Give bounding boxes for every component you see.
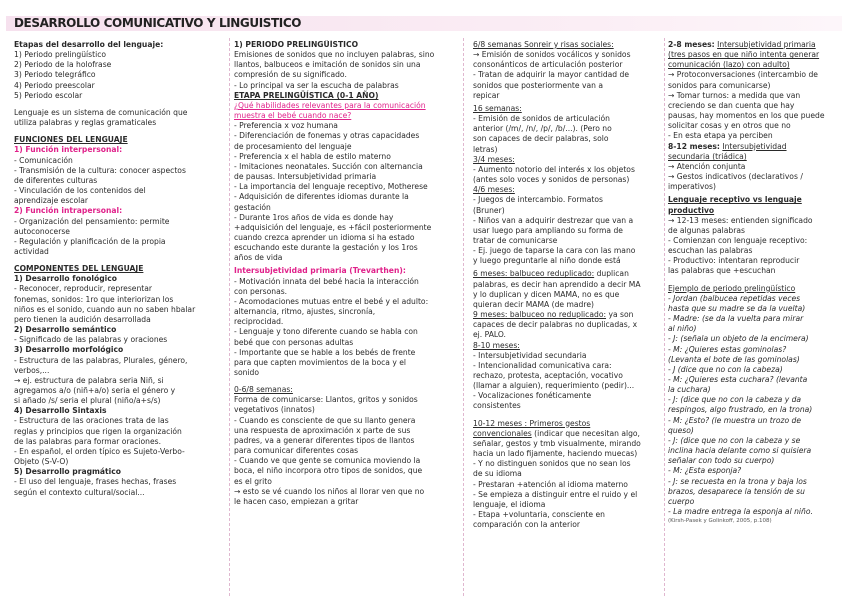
m810-list-line: - Intersubjetividad secundaria	[473, 350, 587, 360]
m810-list-line: rechazo, protesta, aceptación, vocativo	[473, 371, 623, 380]
s68-list-line: consonánticos de articulación posterior	[473, 60, 623, 70]
m34-list-line: - Aumento notorio del interés x los objetos	[473, 164, 635, 174]
ejemplo-list-line: - J: se recuesta en la trona y baja los	[668, 476, 807, 486]
ejemplo-list-line: - M: ¿Quieres estas gominolas?	[668, 344, 787, 354]
funcion-interpersonal-list-line: - Vinculación de los contenidos del	[14, 186, 146, 196]
ejemplo-list-line: queso)	[668, 425, 694, 435]
s68-list-line: sonidos que posteriormente van a	[473, 80, 603, 90]
s68-list-line: repicar	[473, 90, 500, 100]
habilidades-list-line: cuando crezca aprender un idioma si ha estado	[234, 232, 415, 242]
m46-heading: 4/6 meses:	[473, 185, 515, 195]
m28-list-line: - En esta etapa ya perciben	[668, 131, 773, 141]
semantico-title: 2) Desarrollo semántico	[14, 325, 117, 335]
intersubjetividad-list-line: para que capten movimientos de la boca y el	[234, 357, 407, 367]
habilidades-list-line: - Preferencia x voz humana	[234, 121, 338, 131]
etapas-list-line: 2) Periodo de la holofrase	[14, 60, 112, 70]
column-divider	[463, 38, 464, 596]
s16-list-line: anterior (/m/, /n/, /p/, /b/...). (Pero no	[473, 124, 612, 134]
m812-list-line: → Atención conjunta	[668, 161, 746, 171]
etapas-list-line: 5) Periodo escolar	[14, 90, 83, 100]
semantico-list-line: - Significado de las palabras y oraciones	[14, 335, 168, 345]
fonologico-list-line: - Reconocer, reproducir, representar	[14, 284, 153, 294]
m46-list-line: tratar de comunicarse	[473, 235, 558, 245]
lenguaje-receptivo-list	[668, 216, 842, 277]
m9-list-line: ej. PALO.	[473, 330, 506, 340]
habilidades-list-line: +adquisición del lenguaje, es +fácil posteriormente	[234, 222, 432, 232]
lenguaje-receptivo-list-line: → 12-13 meses: entienden significado	[668, 215, 813, 225]
column-divider	[664, 38, 665, 596]
etapas-list-line: 1) Periodo prelingüístico	[14, 50, 107, 60]
s16-list-line: - Emisión de sonidos de articulación	[473, 114, 610, 124]
m28-heading-rest: Intersubjetividad primaria	[717, 40, 816, 49]
funcion-interpersonal-list-line: - Comunicación	[14, 155, 73, 165]
m28-sub-line: comunicación (lazo) con adulto)	[668, 60, 790, 70]
intro-text	[14, 108, 228, 128]
ejemplo-list-line: hasta que su madre se da la vuelta)	[668, 303, 806, 313]
s16-list-line: letras)	[473, 144, 498, 154]
intersubjetividad-list-line: bebé que con personas adultas	[234, 337, 354, 347]
m9-list-line: capaces de decir palabras no duplicadas, x	[473, 320, 638, 330]
m9-first: ya son	[608, 310, 634, 320]
semanas-heading: 0-6/8 semanas:	[234, 385, 293, 395]
intro-text-line: utiliza palabras y reglas gramaticales	[14, 118, 157, 128]
lenguaje-receptivo-list-line: de algunas palabras	[668, 225, 745, 235]
s68-heading: 6/8 semanas Sonreir y risas sociales:	[473, 40, 614, 49]
m46-list	[473, 195, 663, 266]
m810-list-line: - Vocalizaciones fonéticamente	[473, 391, 592, 401]
etapas-list-line: 4) Periodo preescolar	[14, 80, 95, 90]
lenguaje-receptivo-list-line: las palabras que +escuchan	[668, 266, 776, 276]
column-divider	[229, 38, 230, 596]
ejemplo-list-line: respingos, algo frustrado, en la trona)	[668, 405, 813, 415]
m28-list-line: sonidos para comunicarse)	[668, 80, 771, 90]
intro-text-line: Lenguaje es un sistema de comunicación que	[14, 107, 188, 117]
sintaxis-list-line: de las palabras para formar oraciones.	[14, 436, 162, 446]
etapas-list-line: 3) Periodo telegráfico	[14, 70, 96, 80]
semanas-list-line: - Cuando es consciente de que su llanto genera	[234, 415, 416, 425]
m46-list-line: (Bruner)	[473, 205, 505, 215]
ejemplo-list-line: inclina hacia delante como si quisiera	[668, 446, 812, 456]
morfologico-list-line: verbos,...	[14, 365, 50, 375]
m46-list-line: - Juegos de intercambio. Formatos	[473, 195, 604, 205]
m6-list-line: y lo duplican y dicen MAMA, no es que	[473, 289, 620, 299]
m28-sub	[668, 50, 842, 70]
intersubjetividad-list-line: sonido	[234, 368, 259, 377]
ejemplo-list-line: - M: ¿Esta esponja?	[668, 466, 742, 476]
habilidades-list-line: de pausas. Intersubjetividad primaria	[234, 172, 377, 182]
lenguaje-receptivo-heading	[668, 195, 842, 215]
m812-heading-rest: Intersubjetividad	[722, 141, 787, 151]
ejemplo-list-line: brazos, desaparece la tensión de su	[668, 486, 805, 496]
lenguaje-receptivo-list-line: - Comienzan con lenguaje receptivo:	[668, 235, 808, 245]
s68-list	[473, 50, 663, 101]
ejemplo-list-line: - Jordan (balbucea repetidas veces	[668, 293, 801, 303]
s16-list-line: son capaces de decir palabras, solo	[473, 134, 609, 144]
m6-list-line: palabras, es decir han aprendido a decir MA	[473, 279, 641, 289]
m1012-first: (indicar que necesitan algo,	[534, 428, 640, 438]
funcion-intrapersonal-list	[14, 217, 228, 258]
fonologico-title: 1) Desarrollo fonológico	[14, 274, 117, 284]
habilidades-question-line: ¿Qué habilidades relevantes para la comunicación	[234, 100, 426, 110]
m46-list-line: usar luego para ampliando su forma de	[473, 225, 623, 235]
m812-list-line: imperativos)	[668, 182, 716, 192]
lenguaje-receptivo-heading-line: productivo	[668, 205, 715, 215]
habilidades-question-line: muestra el bebé cuando nace?	[234, 111, 352, 121]
s16-list	[473, 114, 663, 155]
ejemplo-list-line: - J (dice que no con la cabeza)	[668, 364, 783, 374]
pragmatico-list-line: según el contexto cultural/social...	[14, 487, 145, 497]
fonologico-list-line: fonemas, sonidos: 1ro que interiorizan los	[14, 294, 174, 304]
m1012-list-line: comparación con la anterior	[473, 520, 580, 530]
m28-sub-line: (tres pasos en que niño intenta generar	[668, 50, 820, 60]
etapas-list	[14, 50, 228, 101]
habilidades-list-line: - La importancia del lenguaje receptivo, Motherese	[234, 182, 428, 192]
column-4	[668, 40, 842, 596]
m1012-list-line: - Se empieza a distinguir entre el ruido y el	[473, 489, 638, 499]
sintaxis-list-line: - Estructura de las oraciones trata de las	[14, 416, 169, 426]
funcion-intrapersonal-list-line: autoconocerse	[14, 226, 70, 236]
column-3	[473, 40, 663, 596]
pragmatico-title: 5) Desarrollo pragmático	[14, 467, 121, 477]
m34-heading: 3/4 meses:	[473, 154, 515, 164]
pragmatico-list	[14, 477, 228, 497]
lenguaje-receptivo-heading-line: Lenguaje receptivo vs lenguaje	[668, 195, 802, 205]
morfologico-title: 3) Desarrollo morfológico	[14, 345, 124, 355]
sintaxis-list	[14, 416, 228, 467]
intersubjetividad-list-line: con personas.	[234, 286, 288, 296]
intersubjetividad-list-line: - Lenguaje y tono diferente cuando se habla con	[234, 327, 418, 337]
ejemplo-list	[668, 294, 842, 517]
m34-list	[473, 165, 663, 185]
semanas-list-line: para comunicar diferentes cosas	[234, 446, 359, 456]
intersubjetividad-list-line: - Motivación innata del bebé hacia la interacción	[234, 276, 419, 286]
m34-list-line: (antes solo voces y sonidos de personas)	[473, 175, 630, 185]
ejemplo-list-line: - J: (dice que no con la cabeza y da	[668, 395, 802, 405]
sintaxis-list-line: - En español, el orden típico es Sujeto-Verbo-	[14, 446, 185, 456]
pragmatico-list-line: - El uso del lenguaje, frases hechas, frases	[14, 477, 177, 487]
column-2	[234, 40, 456, 596]
funcion-intrapersonal-list-line: - Regulación y planificación de la propia	[14, 236, 166, 246]
periodo-text-line: llantos, balbuceos e imitación de sonidos sin una	[234, 60, 421, 70]
funcion-intrapersonal-list-line: actividad	[14, 246, 49, 256]
periodo-text-line: compresión de su significado.	[234, 70, 347, 80]
morfologico-list-line: agregamos a/o (niñ+a/o) seria el género y	[14, 386, 176, 395]
fonologico-list	[14, 284, 228, 325]
funcion-interpersonal-list-line: de diferentes culturas	[14, 175, 98, 185]
habilidades-question	[234, 101, 456, 121]
m1012-list-line: hacia un lado fijamente, haciendo muecas)	[473, 449, 638, 459]
m1012-list-line: - Etapa +voluntaria, consciente en	[473, 510, 605, 520]
semanas-list-line: una respuesta de aproximación x parte de sus	[234, 425, 411, 435]
intersubjetividad-list-line: - Importante que se hable a los bebés de frente	[234, 347, 416, 357]
m812-list-line: → Gestos indicativos (declarativos /	[668, 172, 803, 182]
s68-list-line: → Emisión de sonidos vocálicos y sonidos	[473, 50, 631, 60]
ejemplo-heading: Ejemplo de periodo prelingüístico	[668, 283, 796, 293]
habilidades-list-line: - Durante 1ros años de vida es donde hay	[234, 212, 394, 222]
habilidades-list-line: de procesamiento del lenguaje	[234, 141, 352, 151]
habilidades-list-line: - Diferenciación de fonemas y otras capacidades	[234, 131, 420, 141]
m810-list-line: consistentes	[473, 401, 521, 411]
ejemplo-list-line: señalar con todo su cuerpo)	[668, 456, 775, 466]
morfologico-list-line: - Estructura de las palabras, Plurales, género,	[14, 355, 188, 365]
ejemplo-list-line: al niño)	[668, 324, 697, 334]
semanas-list-line: es el grito	[234, 476, 272, 486]
morfologico-list-line: si añado /s/ seria el plural (niño/a+s/s)	[14, 396, 161, 406]
sintaxis-list-line: reglas y principios que rigen la organización	[14, 426, 182, 436]
sintaxis-list-line: Objeto (S-V-O)	[14, 457, 69, 467]
m810-heading: 8-10 meses:	[473, 340, 520, 350]
ejemplo-list-line: - J: (señala un objeto de la encimera)	[668, 334, 809, 344]
m810-list-line: - Intencionalidad comunicativa cara:	[473, 360, 612, 370]
semanas-list-line: → esto se vé cuando los niños al llorar ven que no	[234, 486, 425, 496]
periodo-heading: 1) PERIODO PRELINGÜÍSTICO	[234, 40, 359, 49]
habilidades-list-line: - Preferencia x el habla de estilo materno	[234, 151, 391, 161]
habilidades-list-line: años de vida	[234, 253, 283, 263]
m9-list	[473, 320, 663, 340]
semanas-list-line: vegetativos (innatos)	[234, 405, 315, 415]
m1012-list	[473, 439, 663, 530]
funciones-heading: FUNCIONES DEL LENGUAJE	[14, 135, 128, 145]
ejemplo-list-line: - La madre entrega la esponja al niño.	[668, 507, 813, 517]
m1012-list-line: de su idioma	[473, 469, 522, 479]
semanas-list	[234, 395, 456, 507]
habilidades-list-line: - Adquisición de diferentes idiomas durante la	[234, 192, 409, 202]
ejemplo-list-line: - J: (dice que no con la cabeza y se	[668, 435, 801, 445]
habilidades-list-line: - Imitaciones neonatales. Succión con alternancia	[234, 161, 423, 171]
funcion-intrapersonal-title: 2) Función intrapersonal:	[14, 206, 123, 216]
m28-list-line: pausas, hay momentos en los que puede	[668, 111, 825, 121]
s16-heading: 16 semanas:	[473, 103, 522, 113]
m46-list-line: - Niños van a adquirir destrezar que van a	[473, 215, 634, 225]
ejemplo-list-line: cuerpo	[668, 496, 695, 506]
semanas-list-line: le hacen caso, empiezan a gritar	[234, 496, 359, 506]
m46-list-line: - Ej. juego de taparse la cara con las mano	[473, 246, 636, 256]
m1012-list-line: - Y no distinguen sonidos que no sean los	[473, 459, 631, 469]
habilidades-list-line: escuchando este durante la gestación y los 1ros	[234, 243, 418, 253]
ejemplo-list-line: - M: ¿Quieres esta cuchara? (levanta	[668, 375, 808, 384]
fonologico-list-line: niños es el sonido, cuando aun no saben hbalar	[14, 304, 196, 314]
sintaxis-title: 4) Desarrollo Sintaxis	[14, 406, 107, 416]
m6-first: duplican	[596, 269, 629, 279]
citation: (Kirsh-Pasek y Golinkoff, 2005, p.108)	[668, 518, 772, 525]
semanas-list-line: padres, va a generar diferentes tipos de llantos	[234, 435, 415, 445]
column-1	[14, 40, 228, 596]
m1012-list-line: lenguaje, el idioma	[473, 499, 546, 509]
intersubjetividad-list	[234, 277, 456, 379]
m28-list-line: creciendo se dan cuenta que hay	[668, 100, 795, 110]
periodo-text	[234, 50, 456, 91]
m6-heading: 6 meses: balbuceo reduplicado:	[473, 269, 595, 279]
page-title: DESARROLLO COMUNICATIVO Y LINGUISTICO	[14, 16, 302, 30]
etapas-heading: Etapas del desarrollo del lenguaje:	[14, 40, 164, 49]
m28-list-line: → Protoconversaciones (intercambio de	[668, 70, 818, 80]
m810-list	[473, 351, 663, 412]
m1012-heading-2: convencionales	[473, 428, 532, 438]
semanas-list-line: boca, el niño incorpora otro tipos de sonidos, que	[234, 466, 423, 476]
m1012-list-line: señalar, gestos y tmb visualmente, mirando	[473, 438, 641, 448]
m1012-heading: 10-12 meses : Primeros gestos	[473, 418, 591, 428]
m9-heading: 9 meses: balbuceo no reduplicado:	[473, 310, 607, 320]
periodo-text-line: - Lo principal va ser la escucha de palabras	[234, 80, 399, 90]
morfologico-list-line: → ej. estructura de palabra seria Niñ, si	[14, 375, 164, 385]
morfologico-list	[14, 356, 228, 407]
semantico-list	[14, 335, 228, 345]
m28-list-line: solicitar cosas y en otros que no	[668, 121, 791, 131]
intersubjetividad-list-line: alternancia, ritmo, ajustes, sincronía,	[234, 307, 376, 317]
funcion-intrapersonal-list-line: - Organización del pensamiento: permite	[14, 216, 170, 226]
m812-list	[668, 162, 842, 192]
m46-list-line: y luego preguntarle al niño donde está	[473, 256, 621, 266]
ejemplo-list-line: - Madre: (se da la vuelta para mirar	[668, 314, 804, 324]
m6-list-line: quieran decir MAMA (de madre)	[473, 299, 594, 309]
m28-heading: 2-8 meses:	[668, 40, 715, 49]
m28-list-line: → Tomar turnos: a medida que van	[668, 90, 801, 100]
intersubjetividad-list-line: reciprocidad.	[234, 317, 284, 327]
semanas-list-line: Forma de comunicarse: Llantos, gritos y sonidos	[234, 395, 418, 405]
m810-list-line: (llamar a alguien), requerimiento (pedir)...	[473, 381, 635, 391]
semanas-list-line: - Cuando ve que gente se comunica moviendo la	[234, 456, 421, 466]
fonologico-list-line: pero tienen la audición desarrollada	[14, 314, 151, 324]
ejemplo-list-line: (Levanta el bote de las gominolas)	[668, 354, 800, 364]
ejemplo-list-line: la cuchara)	[668, 385, 711, 395]
lenguaje-receptivo-list-line: - Productivo: intentaran reproducir	[668, 256, 800, 266]
m1012-list-line: - Prestaran +atención al idioma materno	[473, 479, 628, 489]
m812-heading: 8-12 meses:	[668, 141, 720, 151]
m812-heading-2: secundaria (triádica)	[668, 151, 747, 161]
s68-list-line: - Tratan de adquirir la mayor cantidad de	[473, 70, 630, 80]
funcion-interpersonal-list	[14, 156, 228, 207]
componentes-heading: COMPONENTES DEL LENGUAJE	[14, 264, 144, 274]
habilidades-list-line: gestación	[234, 202, 271, 212]
funcion-interpersonal-list-line: aprendizaje escolar	[14, 196, 89, 206]
funcion-interpersonal-list-line: - Transmisión de la cultura: conocer aspectos	[14, 165, 186, 175]
lenguaje-receptivo-list-line: escuchan las palabras	[668, 246, 753, 256]
intersubjetividad-list-line: - Acomodaciones mutuas entre el bebé y el adulto:	[234, 296, 429, 306]
periodo-text-line: Emisiones de sonidos que no incluyen palabras, sino	[234, 50, 435, 60]
habilidades-list	[234, 121, 456, 263]
funcion-interpersonal-title: 1) Función interpersonal:	[14, 145, 123, 155]
intersubjetividad-heading: Intersubjetividad primaria (Trevarthen):	[234, 266, 406, 276]
etapa-heading: ETAPA PRELINGÜÍSTICA (0-1 AÑO)	[234, 90, 379, 100]
m6-list	[473, 280, 663, 310]
m28-list	[668, 70, 842, 141]
ejemplo-list-line: - M: ¿Esto? (le muestra un trozo de	[668, 415, 802, 425]
